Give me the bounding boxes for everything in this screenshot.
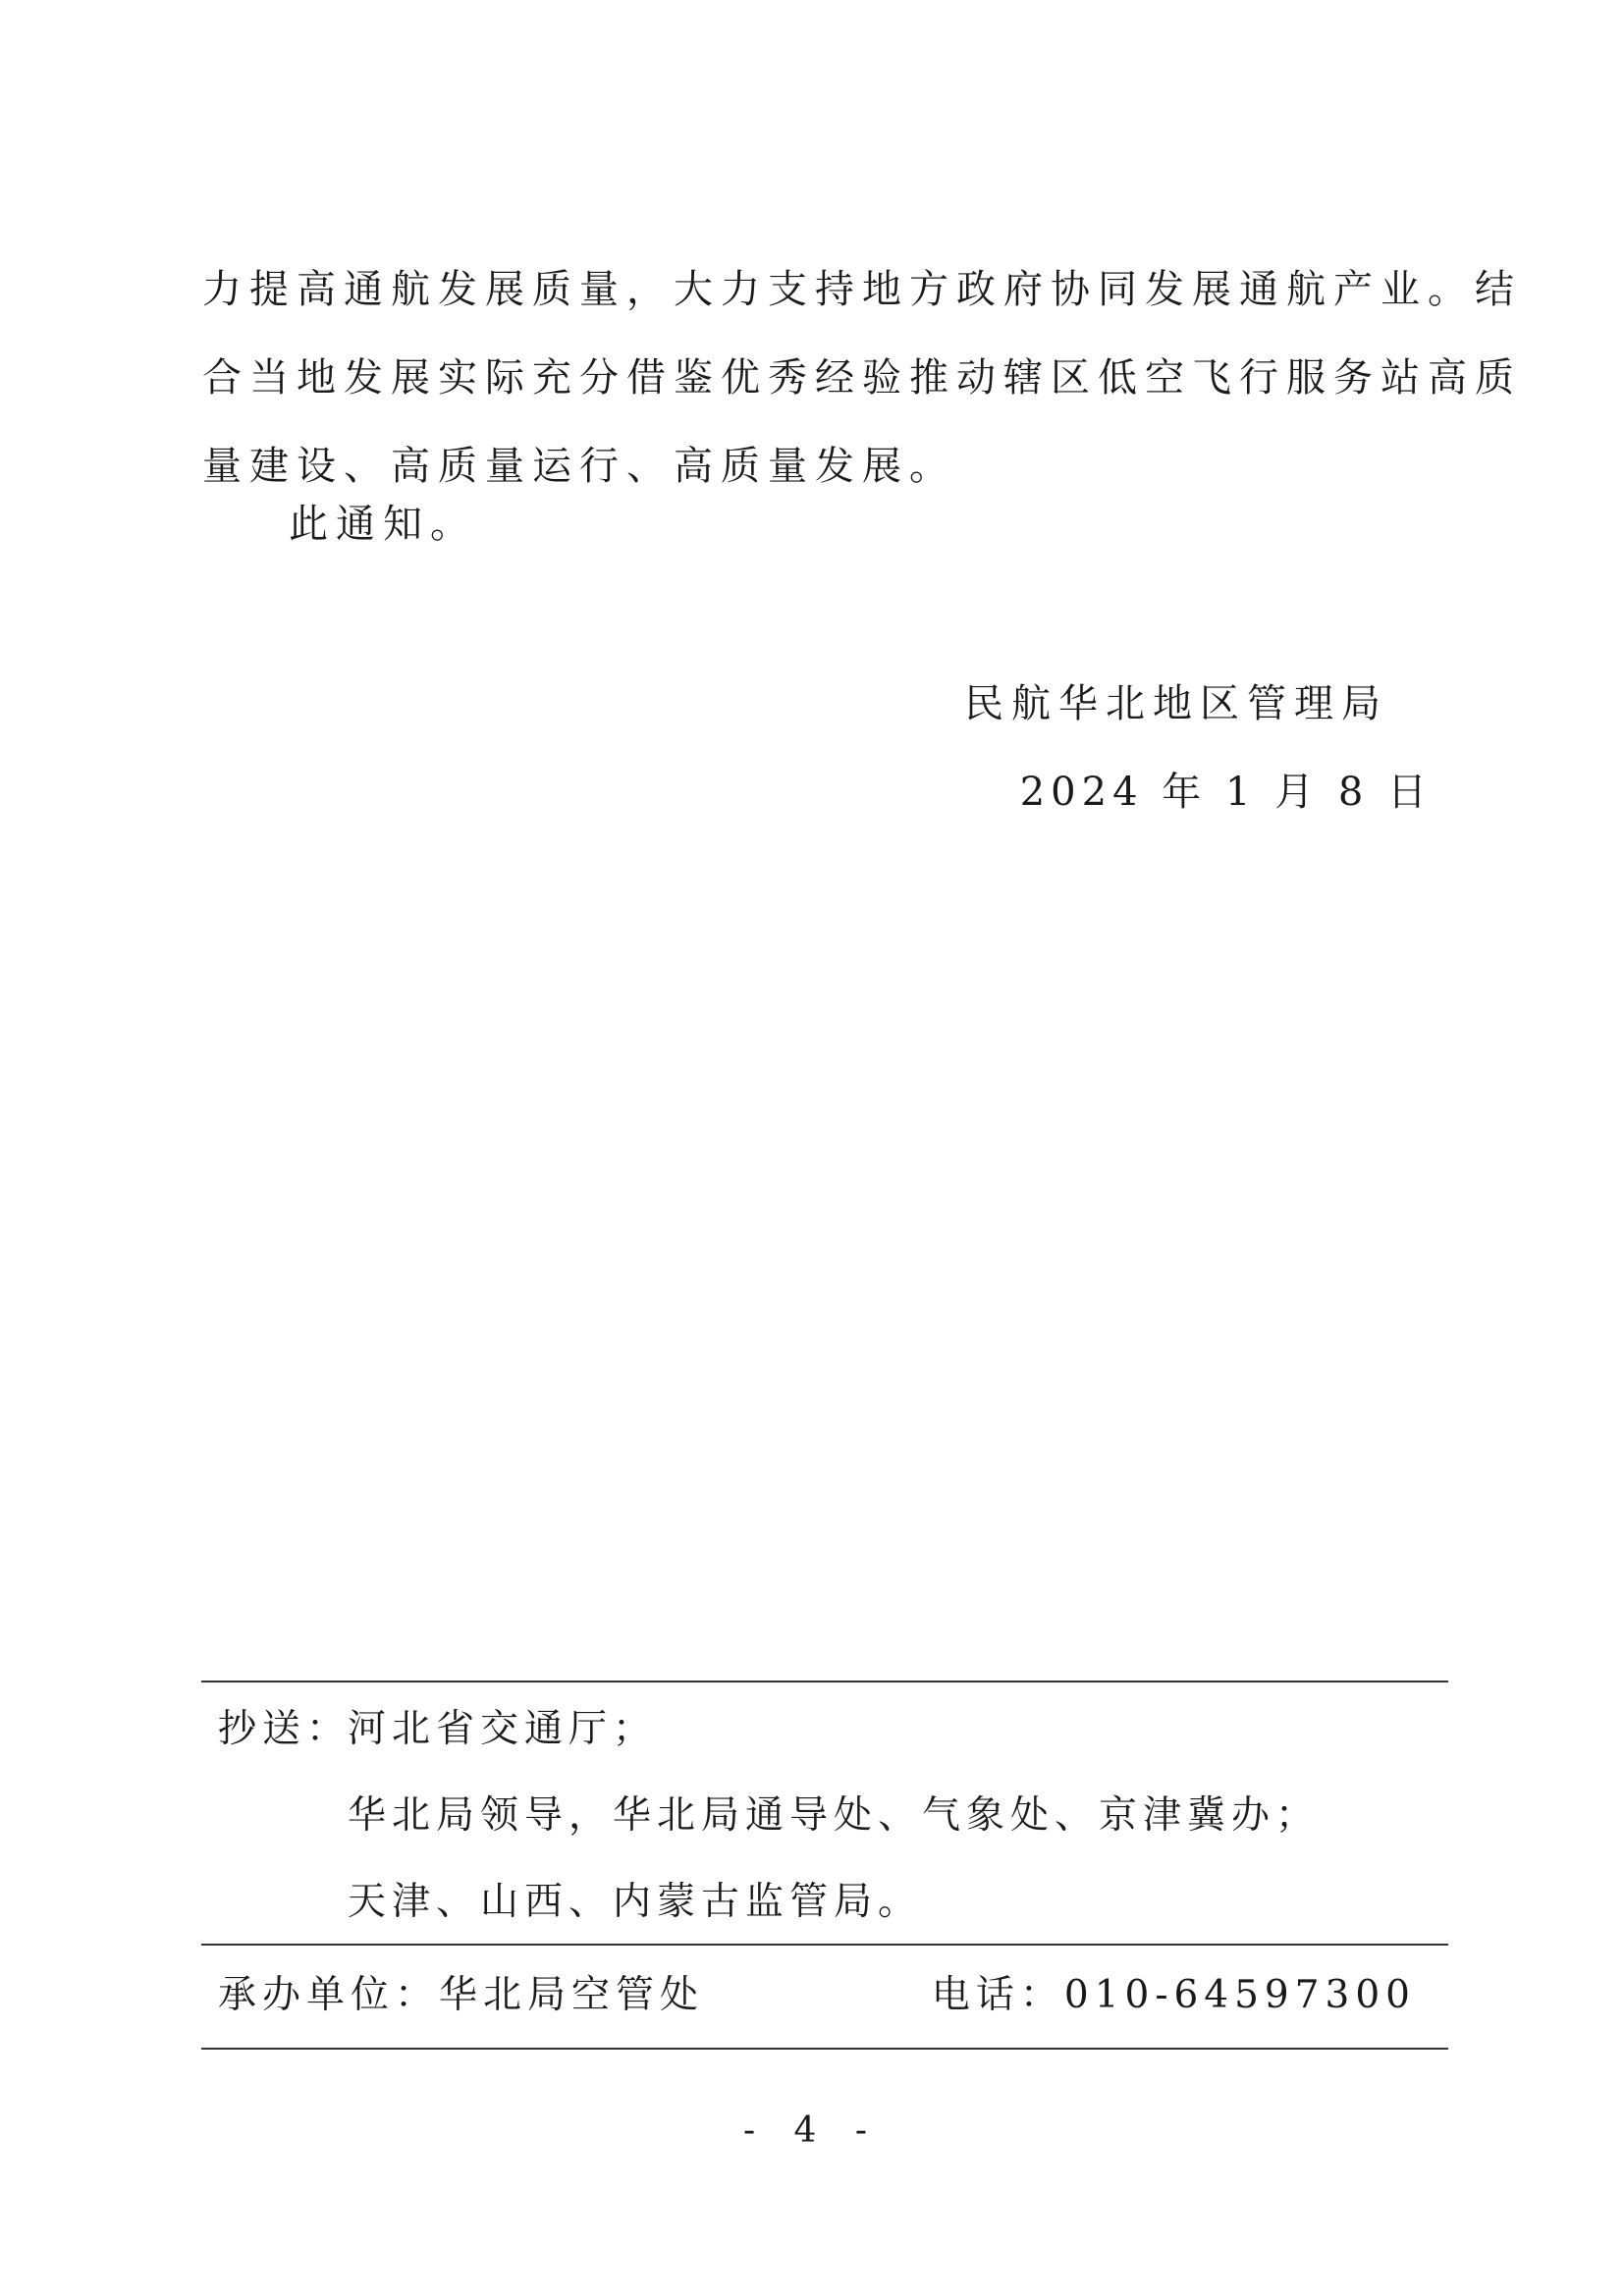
divider-line <box>201 1681 1448 1682</box>
divider-line <box>201 2048 1448 2050</box>
cc-label: 抄送： <box>218 1707 352 1751</box>
issue-date: 2024 年 1 月 8 日 <box>1019 770 1433 815</box>
body-line: 合当地发展实际充分借鉴优秀经验推动辖区低空飞行服务站高质 <box>202 355 1522 400</box>
cc-row <box>218 1791 1435 1878</box>
contact-phone: 电话：010-64597300 <box>931 1973 1416 2017</box>
divider-line <box>201 1944 1448 1946</box>
body-paragraph <box>202 245 1522 510</box>
cc-distribution <box>218 1705 1435 1964</box>
closing-remark: 此通知。 <box>289 502 477 547</box>
page-number: - 4 - <box>742 2110 882 2151</box>
body-line: 量建设、高质量运行、高质量发展。 <box>202 444 956 489</box>
cc-recipient: 天津、山西、内蒙古监管局。 <box>348 1880 923 1924</box>
handling-unit: 承办单位：华北局空管处 <box>218 1973 705 2017</box>
cc-row <box>218 1705 1435 1791</box>
cc-recipient: 河北省交通厅； <box>348 1707 658 1751</box>
cc-recipient: 华北局领导，华北局通导处、气象处、京津冀办； <box>348 1793 1321 1838</box>
cc-row <box>218 1878 1435 1964</box>
body-line: 力提高通航发展质量，大力支持地方政府协同发展通航产业。结 <box>202 267 1522 312</box>
issuing-authority: 民航华北地区管理局 <box>964 681 1388 726</box>
